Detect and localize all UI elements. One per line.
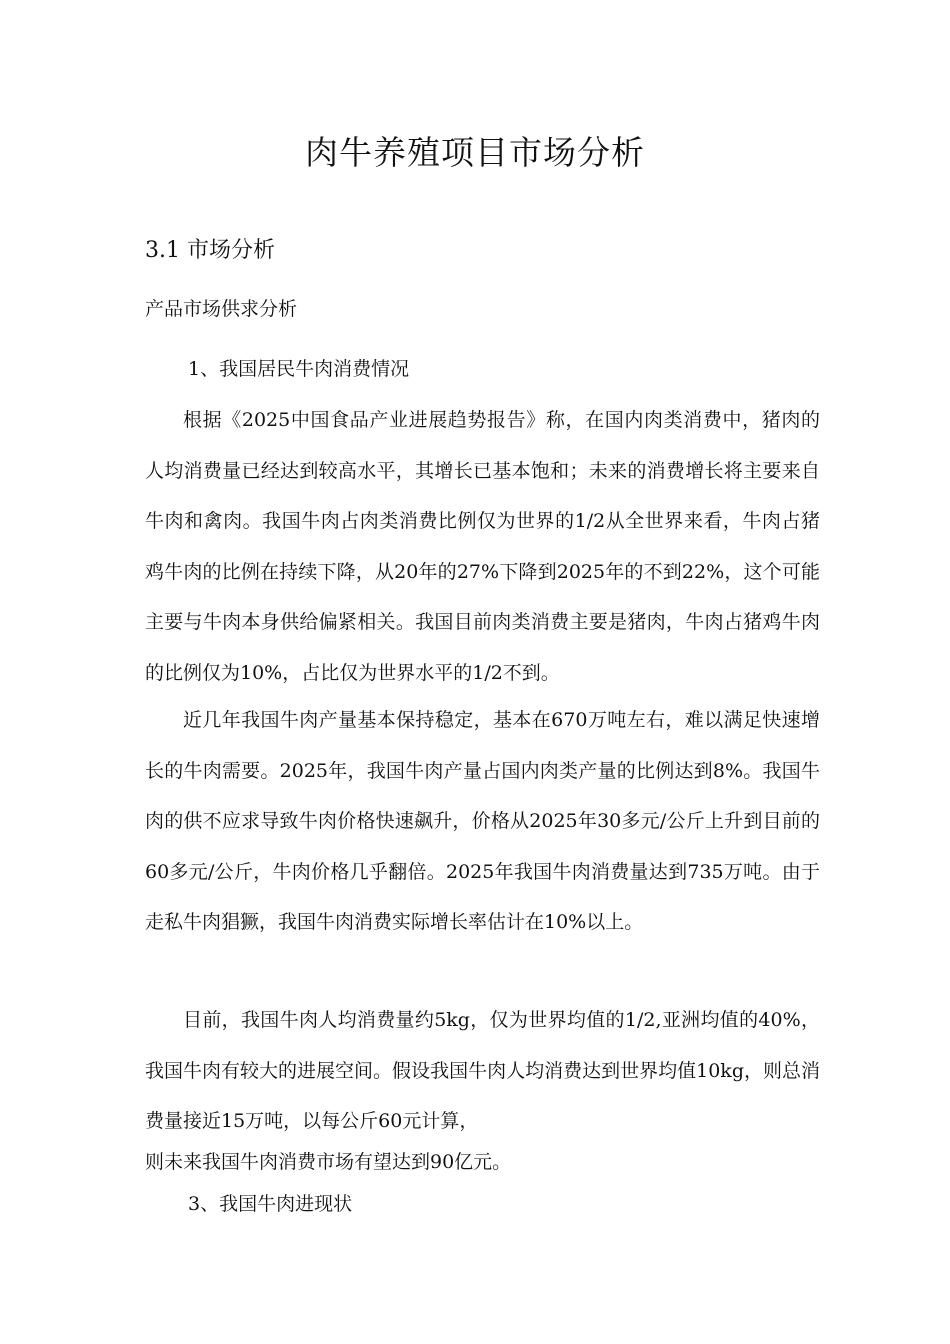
list-item-heading: 1、我国居民牛肉消费情况 <box>188 358 410 380</box>
paragraph: 近几年我国牛肉产量基本保持稳定，基本在670万吨左右，难以满足快速增长的牛肉需要。2025年，我国牛肉产量占国内肉类产量的比例达到8%。我国牛肉的供不应求导致牛肉价格快速飙升，价格从2025年30多元/公斤上升到目前的60多元/公斤，牛肉价格几乎翻倍。2025年我国牛肉消费量达到735万吨。由于走私牛肉猖獗，我国牛肉消费实际增长率估计在10%以上。 <box>145 709 820 934</box>
paragraph: 根据《2025中国食品产业进展趋势报告》称，在国内肉类消费中，猪肉的人均消费量已经达到较高水平，其增长已基本饱和；未来的消费增长将主要来自牛肉和禽肉。我国牛肉占肉类消费比例仅为世界的1/2从全世界来看，牛肉占猪鸡牛肉的比例在持续下降，从20年的27%下降到2025年的不到22%，这个可能主要与牛肉本身供给偏紧相关。我国目前肉类消费主要是猪肉，牛肉占猪鸡牛肉的比例仅为10%，占比仅为世界水平的1/2不到。 <box>145 409 820 684</box>
subheading: 产品市场供求分析 <box>145 298 298 320</box>
paragraph-continuation: 则未来我国牛肉消费市场有望达到90亿元。 <box>145 1151 512 1173</box>
list-item-heading: 3、我国牛肉进现状 <box>188 1193 353 1215</box>
section-heading: 3.1 市场分析 <box>145 238 275 263</box>
paragraph: 目前，我国牛肉人均消费量约5kg，仅为世界均值的1/2,亚洲均值的40%，我国牛肉有较大的进展空间。假设我国牛肉人均消费达到世界均值10kg，则总消费量接近15万吨，以每公斤60元计算， <box>145 1009 820 1133</box>
document-title: 肉牛养殖项目市场分析 <box>305 133 645 172</box>
